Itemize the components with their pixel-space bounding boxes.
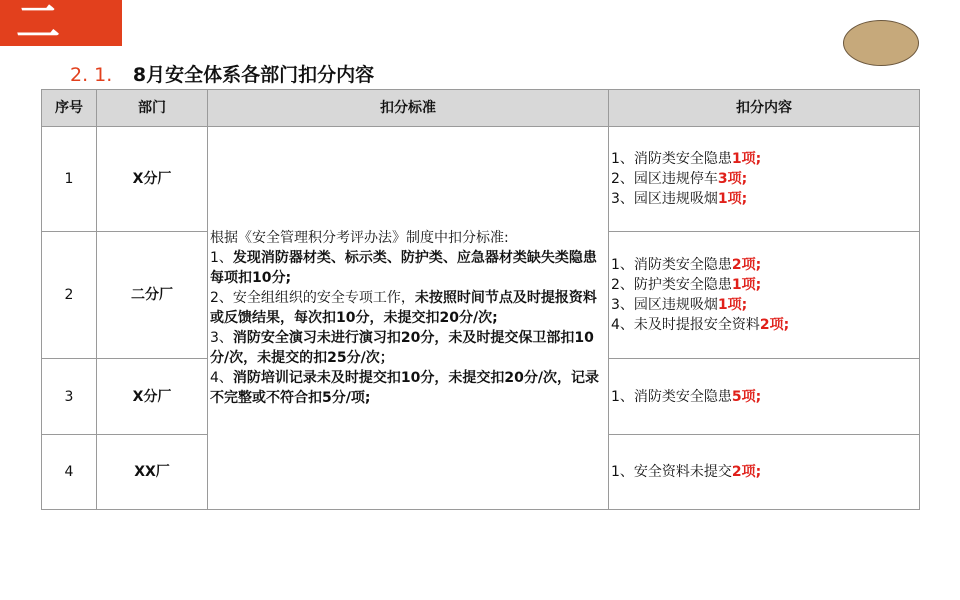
content-item xyxy=(611,255,917,275)
content-item-count: 3项; xyxy=(717,171,748,187)
content-item-count: 2项; xyxy=(759,317,790,333)
section-number-block: 二 xyxy=(0,0,122,46)
company-logo xyxy=(843,20,919,66)
header-dept: 部门 xyxy=(97,90,208,127)
content-item-text: 4、未及时提报安全资料 xyxy=(611,317,760,333)
content-item xyxy=(611,189,917,209)
content-item-text: 1、消防类安全隐患 xyxy=(611,151,732,167)
standard-item-2-prefix: 2、安全组组织的安全专项工作， xyxy=(210,290,415,306)
row-index: 4 xyxy=(42,435,97,510)
row-index: 3 xyxy=(42,359,97,435)
content-item xyxy=(611,275,917,295)
content-item xyxy=(611,295,917,315)
content-item xyxy=(611,462,917,482)
content-item xyxy=(611,315,917,335)
deduction-content-cell xyxy=(609,232,920,359)
standard-item-2: 未按照时间节点及时提报资料或反馈结果，每次扣10分，未提交扣20分/次; xyxy=(210,290,597,326)
standard-item-3: 消防安全演习未进行演习扣20分，未及时提交保卫部扣10分/次，未提交的扣25分/次； xyxy=(210,330,594,366)
standard-item-1: 发现消防器材类、标示类、防护类、应急器材类缺失类隐患每项扣10分; xyxy=(210,250,597,286)
table-row xyxy=(42,127,920,232)
table-header-row xyxy=(42,90,920,127)
content-item xyxy=(611,149,917,169)
standard-item-3-prefix: 3、 xyxy=(210,330,233,346)
header-content: 扣分内容 xyxy=(609,90,920,127)
content-item-count: 1项; xyxy=(731,277,762,293)
content-item-text: 2、园区违规停车 xyxy=(611,171,718,187)
row-dept: XX厂 xyxy=(97,435,208,510)
deduction-standard-cell xyxy=(208,127,609,510)
content-item xyxy=(611,169,917,189)
section-heading-title: 8月安全体系各部门扣分内容 xyxy=(132,64,375,86)
deduction-content-cell xyxy=(609,435,920,510)
deduction-content-cell xyxy=(609,359,920,435)
row-dept: 二分厂 xyxy=(97,232,208,359)
content-item-text: 1、安全资料未提交 xyxy=(611,464,732,480)
standard-item-4: 消防培训记录未及时提交扣10分，未提交扣20分/次，记录不完整或不符合扣5分/项; xyxy=(210,370,599,406)
section-heading xyxy=(70,62,374,88)
header-index: 序号 xyxy=(42,90,97,127)
content-item-count: 5项; xyxy=(731,388,762,405)
content-item-text: 1、消防类安全隐患 xyxy=(611,388,732,405)
standard-intro: 根据《安全管理积分考评办法》制度中扣分标准: xyxy=(210,230,509,246)
content-item-text: 3、园区违规吸烟 xyxy=(611,191,718,207)
content-item-count: 1项; xyxy=(717,191,748,207)
content-item-text: 2、防护类安全隐患 xyxy=(611,277,732,293)
content-item-count: 1项; xyxy=(717,297,748,313)
header-standard: 扣分标准 xyxy=(208,90,609,127)
content-item-count: 2项; xyxy=(731,464,762,480)
content-item xyxy=(611,387,917,407)
content-item-count: 2项; xyxy=(731,257,762,273)
deduction-table xyxy=(41,89,920,510)
deduction-content-cell xyxy=(609,127,920,232)
section-heading-number: 2. 1. xyxy=(70,64,113,86)
row-index: 2 xyxy=(42,232,97,359)
content-item-text: 3、园区违规吸烟 xyxy=(611,297,718,313)
standard-item-1-prefix: 1、 xyxy=(210,250,233,266)
content-item-text: 1、消防类安全隐患 xyxy=(611,257,732,273)
row-dept: X分厂 xyxy=(97,127,208,232)
row-dept: X分厂 xyxy=(97,359,208,435)
content-item-count: 1项; xyxy=(731,151,762,167)
row-index: 1 xyxy=(42,127,97,232)
standard-item-4-prefix: 4、 xyxy=(210,370,233,386)
